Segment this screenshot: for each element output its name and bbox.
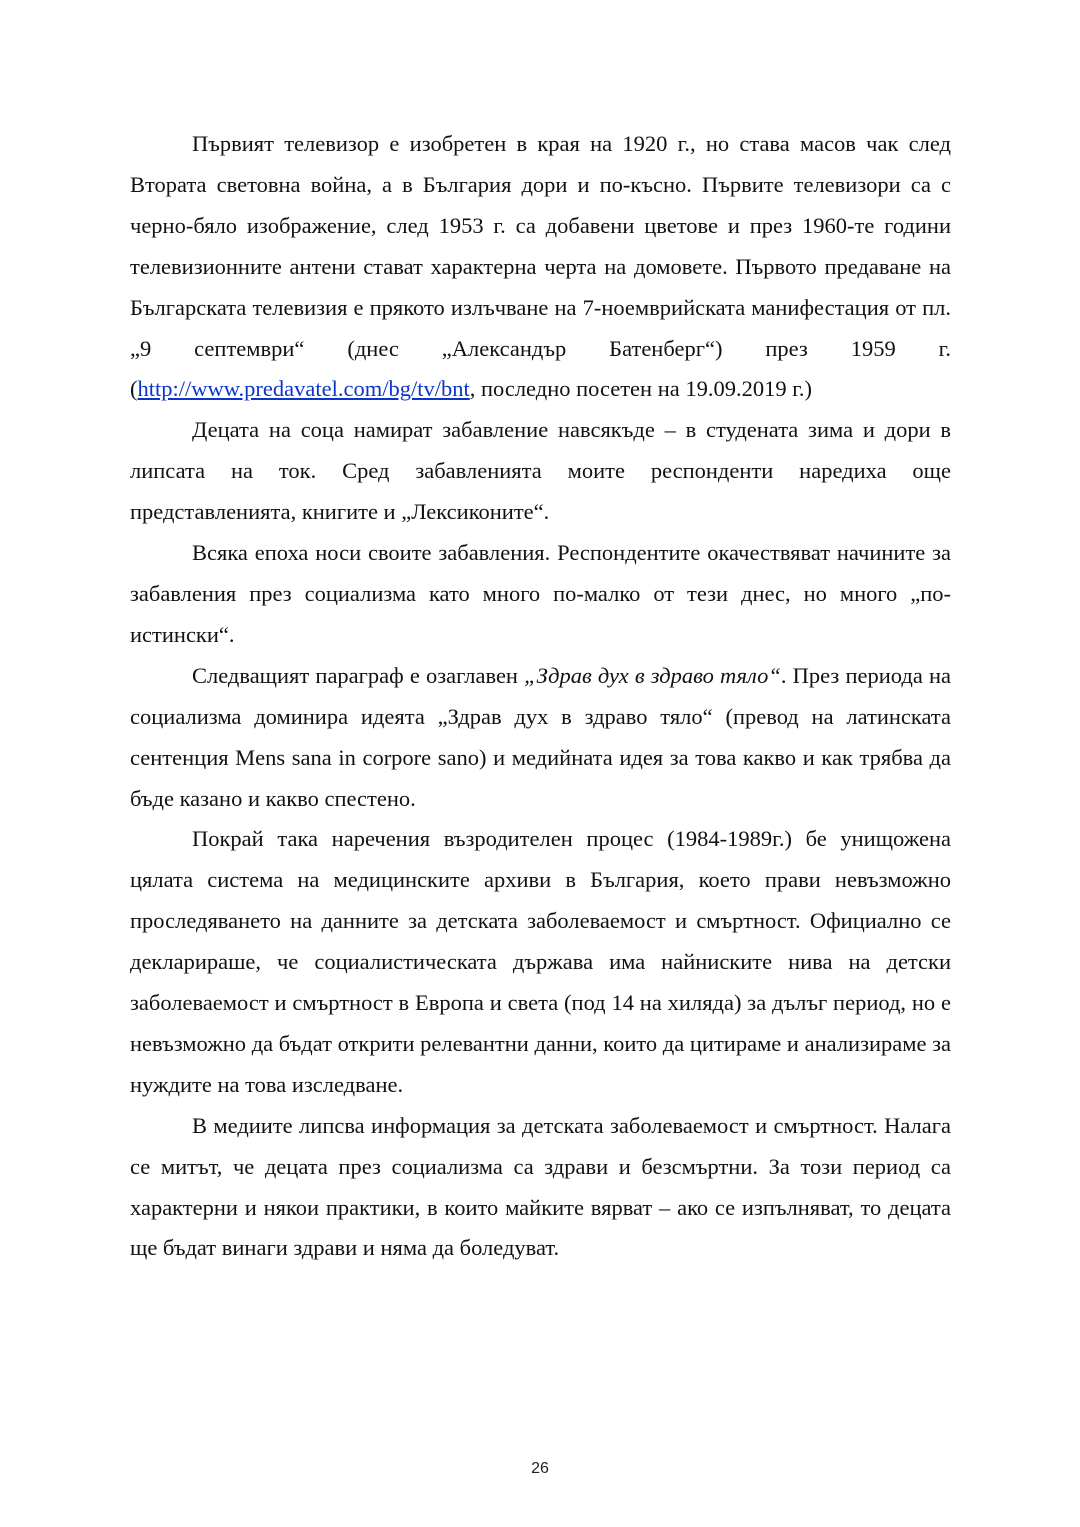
page-number: 26 — [531, 1460, 549, 1477]
section-title-italic: „Здрав дух в здраво тяло“ — [524, 662, 781, 688]
paragraph-media-myth: В медиите липсва информация за детската заболеваемост и смъртност. Налага се митът, че децата през социализма са здрави и безсмъртни. За този период са характерни и някои практики, в които майките вярват – ако се изпълняват, то децата ще бъдат винаги здрави и няма да боледуват. — [130, 1112, 951, 1261]
paragraph-healthy-spirit-text-end: . През периода на социализма доминира идеята „Здрав дух в здраво тяло“ (превод на латинската сентенция Mens sana in corpore sano) и медийната идея за това какво и как трябва да бъде казано и какво спестено. — [130, 662, 951, 811]
paragraph-epoch-fun: Всяка епоха носи своите забавления. Респондентите окачествяват начините за забавления през социализма като много по-малко от тези днес, но много „по-истински“. — [130, 540, 951, 647]
paragraph-healthy-spirit-text: Следващият параграф е озаглавен — [192, 662, 525, 688]
paragraph-healthy-spirit — [130, 656, 951, 820]
paragraph-children-fun: Децата на соца намират забавление навсякъде – в студената зима и дори в липсата на ток. Сред забавленията моите респонденти наредиха още представленията, книгите и „Лексиконите“. — [130, 417, 951, 525]
document-body — [130, 124, 951, 1269]
paragraph-television-text-end: , последно посетен на 19.09.2019 г.) — [469, 376, 813, 402]
predavatel-link[interactable]: http://www.predavatel.com/bg/tv/bnt — [137, 376, 470, 402]
paragraph-television-text: Първият телевизор е изобретен в края на 1920 г., но става масов чак след Втората световна война, а в България дори и по-късно. Първите телевизори са с черно-бяло изображение, след 1953 г. са добавени цветове и през 1960-те години телевизионните антени стават характерна черта на домовете. Първото предаване на Българската телевизия е прякото излъчване на 7-ноемврийската манифестация от пл. „9 септември“ (днес „Александър Батенберг“) през 1959 г. ( — [130, 131, 951, 402]
paragraph-television — [130, 124, 951, 410]
paragraph-medical-archives: Покрай така наречения възродителен процес (1984-1989г.) бе унищожена цялата система на медицинските архиви в България, което прави невъзможно проследяването на данните за детската заболеваемост и смъртност. Официално се декларираше, че социалистическата държава има найниските нива на детски заболеваемост и смъртност в Европа и света (под 14 на хиляда) за дълъг период, но е невъзможно да бъдат открити релевантни данни, които да цитираме и анализираме за нуждите на това изследване. — [130, 826, 951, 1097]
